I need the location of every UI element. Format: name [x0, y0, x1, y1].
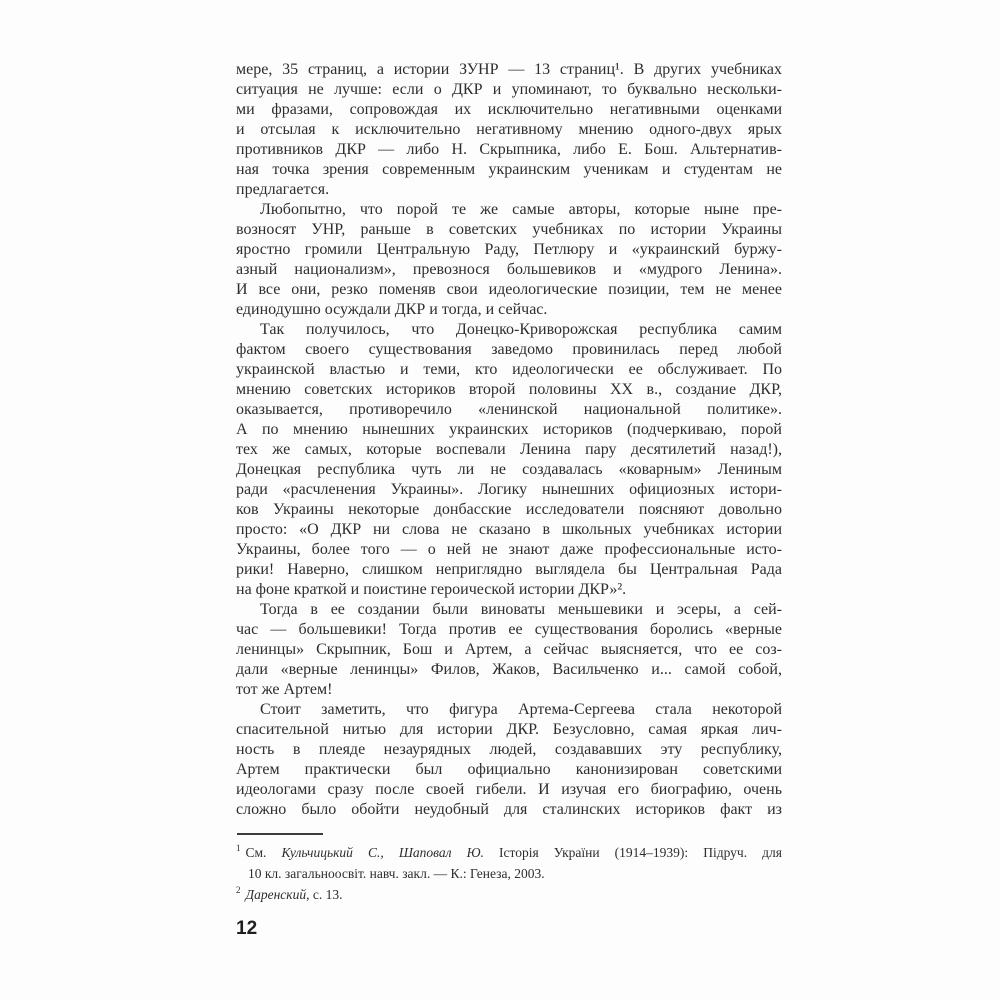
body-line: ков Украины некоторые донбасские исследователи поясняют довольно [236, 501, 782, 518]
body-line: дали «верные ленинцы» Филов, Жаков, Васильченко и... самой собой, [236, 661, 782, 678]
body-line: фактом своего существования заведомо провинилась перед любой [236, 341, 782, 358]
footnote-text: Історія України (1914–1939): Підруч. для [483, 845, 782, 860]
paragraph-2 [236, 200, 782, 320]
body-line: возносят УНР, раньше в советских учебниках по истории Украины [236, 221, 782, 238]
footnote-author: Даренский [245, 887, 307, 902]
body-line: ность в плеяде незаурядных людей, создававших эту республику, [236, 741, 782, 758]
footnote-1 [236, 842, 782, 884]
body-line: мнению советских историков второй половины XX в., создание ДКР, [236, 381, 782, 398]
footnote-line [236, 842, 782, 863]
body-line: Донецкая республика чуть ли не создавалась «коварным» Лениным [236, 461, 782, 478]
body-line: ситуация не лучше: если о ДКР и упоминают, то буквально нескольки- [236, 81, 782, 98]
paragraph-5 [236, 700, 782, 820]
body-line: А по мнению нынешних украинских историков (подчеркиваю, порой [236, 421, 782, 438]
body-line: Артем практически был официально канонизирован советскими [236, 761, 782, 778]
body-line: рики! Наверно, слишком неприглядно выглядела бы Центральная Рада [236, 561, 782, 578]
body-line: тот же Артем! [236, 681, 333, 698]
body-line: Украины, более того — о ней не знают даже профессиональные исто- [236, 541, 782, 558]
footnote-separator [237, 833, 323, 835]
footnote-text: , с. 13. [306, 887, 343, 902]
body-line: спасительной нитью для истории ДКР. Безусловно, самая яркая лич- [236, 721, 782, 738]
body-line: и отсылая к исключительно негативному мнению одного-двух ярых [236, 121, 782, 138]
paragraph-3 [236, 320, 782, 600]
body-line: предлагается. [236, 181, 330, 198]
body-text [236, 60, 782, 820]
body-line: тех же самых, которые воспевали Ленина пару десятилетий назад!), [236, 441, 782, 458]
body-line: час — большевики! Тогда против ее существования боролись «верные [236, 621, 782, 638]
footnote-text: См. [245, 845, 282, 860]
body-line: идеологами сразу после своей гибели. И изучая его биографию, очень [236, 781, 782, 798]
body-line: мере, 35 страниц, а истории ЗУНР — 13 страниц¹. В других учебниках [236, 61, 782, 78]
page-number: 12 [236, 918, 258, 939]
body-line: украинской властью и теми, кто идеологически ее обслуживает. По [236, 361, 782, 378]
body-line: И все они, резко поменяв свои идеологические позиции, тем не менее [236, 281, 782, 298]
body-line: Стоит заметить, что фигура Артема-Сергеева стала некоторой [260, 701, 782, 718]
body-line: ленинцы» Скрыпник, Бош и Артем, а сейчас выясняется, что ее соз- [236, 641, 782, 658]
body-line: Так получилось, что Донецко-Криворожская республика самим [260, 321, 782, 338]
footnote-authors: Кульчицький С., Шаповал Ю. [281, 845, 484, 860]
body-line: единодушно осуждали ДКР и тогда, и сейчас. [236, 301, 548, 318]
footnote-2 [236, 884, 782, 905]
body-line: ми фразами, сопровождая их исключительно негативными оценками [236, 101, 782, 118]
footnote-line: 10 кл. загальноосвіт. навч. закл. — К.: Генеза, 2003. [248, 866, 545, 881]
body-line: Тогда в ее создании были виноваты меньшевики и эсеры, а сей- [260, 601, 782, 618]
body-line: ради «расчленения Украины». Логику нынешних официозных истори- [236, 481, 782, 498]
body-line: Любопытно, что порой те же самые авторы, которые ныне пре- [260, 201, 782, 218]
body-line: яростно громили Центральную Раду, Петлюру и «украинский буржу- [236, 241, 782, 258]
body-line: сложно было обойти неудобный для сталинских историков факт из [236, 801, 782, 818]
footnote-marker: 1 [236, 843, 241, 853]
paragraph-4 [236, 600, 782, 700]
body-line: на фоне краткой и поистине героической истории ДКР»². [236, 581, 627, 598]
body-line: просто: «О ДКР ни слова не сказано в школьных учебниках истории [236, 521, 782, 538]
body-line: ная точка зрения современным украинским ученикам и студентам не [236, 161, 782, 178]
footnote-line [236, 884, 782, 905]
body-line: азный национализм», превознося большевиков и «мудрого Ленина». [236, 261, 782, 278]
body-line: противников ДКР — либо Н. Скрыпника, либо Е. Бош. Альтернатив- [236, 141, 782, 158]
footnote-marker: 2 [236, 885, 241, 895]
paragraph-1 [236, 60, 782, 200]
footnote-block [236, 842, 782, 905]
body-line: оказывается, противоречило «ленинской национальной политике». [236, 401, 782, 418]
